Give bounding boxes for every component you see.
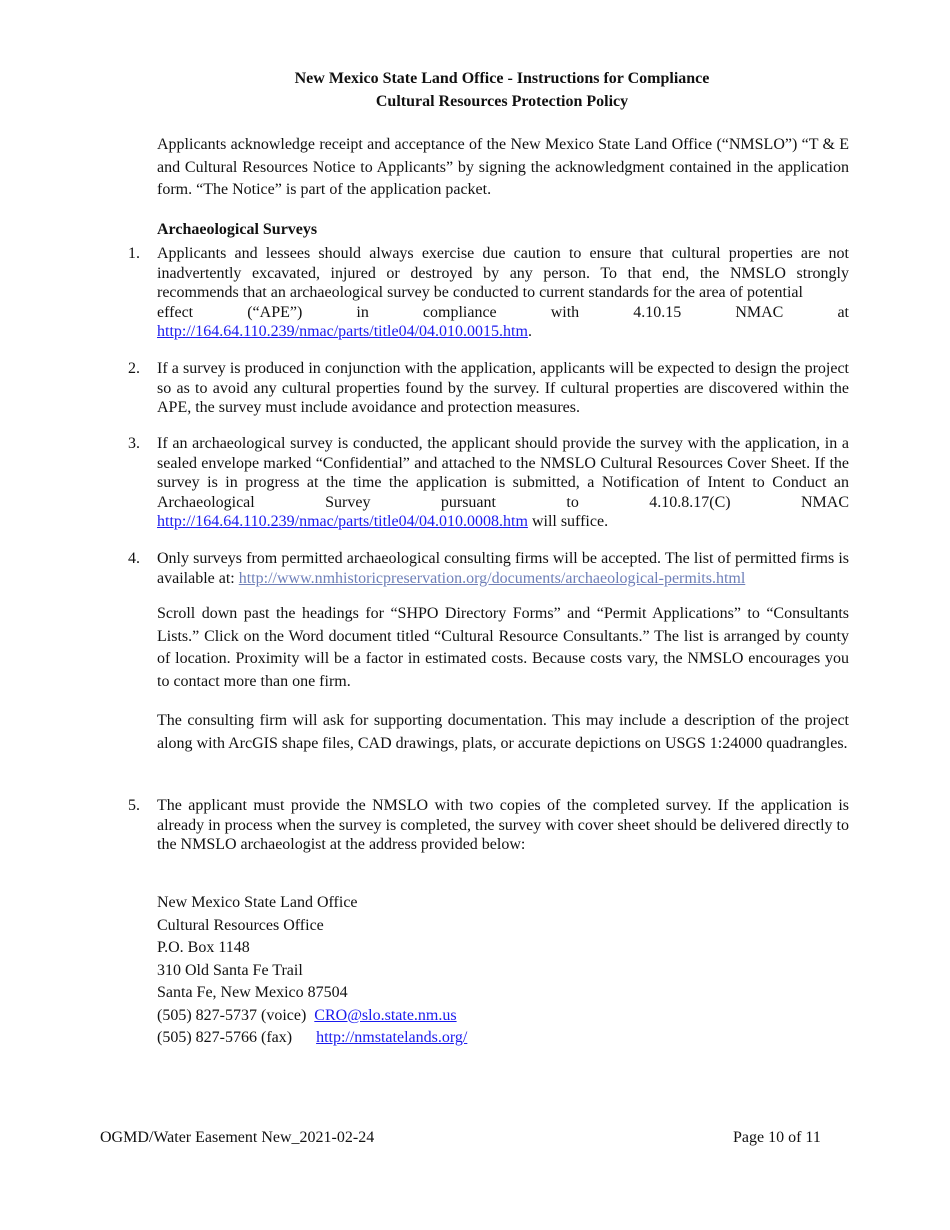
- footer-document-id: OGMD/Water Easement New_2021-02-24: [100, 1129, 375, 1146]
- documentation-paragraph: The consulting firm will ask for supporting documentation. This may include a description of the project along with ArcGIS shape files, CAD drawings, plats, or accurate depictions on USGS 1:24000 quadrangles.: [157, 712, 849, 752]
- mailing-address: [157, 892, 467, 1050]
- list-item-3: [128, 434, 849, 532]
- word: 4.10.15: [633, 303, 682, 321]
- list-item-1: [128, 244, 849, 342]
- item-text: [157, 434, 849, 532]
- address-line: P.O. Box 1148: [157, 939, 250, 956]
- list-item-4: [128, 549, 849, 588]
- address-line: Santa Fe, New Mexico 87504: [157, 984, 348, 1001]
- item-number: 5.: [128, 797, 140, 814]
- fax-phone: (505) 827-5766 (fax): [157, 1029, 293, 1046]
- word: effect: [157, 303, 194, 321]
- word: NMAC: [735, 303, 784, 321]
- list-item-5: [128, 796, 849, 855]
- item-trailing-text: will suffice.: [527, 513, 609, 531]
- nmac-0015-link[interactable]: http://164.64.110.239/nmac/parts/title04/04.010.0015.htm: [157, 323, 528, 341]
- word: in: [356, 303, 369, 321]
- document-title: New Mexico State Land Office - Instructions for Compliance: [294, 70, 710, 87]
- item-justified-line: [157, 303, 849, 323]
- item-body: If an archaeological survey is conducted, the applicant should provide the survey with the application, in a sealed envelope marked “Confidential” and attached to the NMSLO Cultural Resources Cover Sheet. If the survey is in progress at the time the application is submitted, a Notification of Intent to Conduct an Archaeological Survey pursuant to 4.10.8.17(C) NMAC: [157, 435, 849, 511]
- word: at: [837, 303, 849, 321]
- item-body: Only surveys from permitted archaeological consulting firms will be accepted. The list of permitted firms is available at:: [157, 550, 849, 587]
- intro-paragraph: Applicants acknowledge receipt and acceptance of the New Mexico State Land Office (“NMSLO”) “T & E and Cultural Resources Notice to Applicants” by signing the acknowledgment contained in the application form. “The Notice” is part of the application packet.: [157, 136, 849, 198]
- word: compliance: [422, 303, 497, 321]
- list-item-2: [128, 359, 849, 418]
- item-number: 3.: [128, 435, 140, 452]
- address-line: Cultural Resources Office: [157, 916, 324, 934]
- contact-fax-line: [157, 1027, 467, 1050]
- contact-voice-line: [157, 1005, 467, 1028]
- document-header: [0, 67, 950, 113]
- item-trailing-text: .: [527, 323, 532, 341]
- section-title: Archaeological Surveys: [157, 221, 318, 238]
- archaeological-permits-link[interactable]: http://www.nmhistoricpreservation.org/documents/archaeological-permits.html: [238, 569, 746, 587]
- nmac-0008-link[interactable]: http://164.64.110.239/nmac/parts/title04/04.010.0008.htm: [157, 513, 528, 531]
- address-line: 310 Old Santa Fe Trail: [157, 961, 303, 979]
- document-subtitle: Cultural Resources Protection Policy: [375, 93, 629, 110]
- footer-page-number: Page 10 of 11: [733, 1129, 821, 1146]
- item-number: 2.: [128, 360, 140, 377]
- email-link[interactable]: CRO@slo.state.nm.us: [314, 1006, 457, 1024]
- item-text: [157, 244, 849, 342]
- voice-phone: (505) 827-5737 (voice): [157, 1006, 307, 1024]
- item-link-line: [157, 322, 849, 342]
- item-number: 4.: [128, 550, 140, 567]
- item-number: 1.: [128, 245, 140, 262]
- item-text: [157, 549, 849, 588]
- address-line: New Mexico State Land Office: [157, 894, 358, 911]
- consultants-paragraph: Scroll down past the headings for “SHPO Directory Forms” and “Permit Applications” to “Consultants Lists.” Click on the Word document titled “Cultural Resource Consultants.” The list is arranged by county of location. Proximity will be a factor in estimated costs. Because costs vary, the NMSLO encourages you to contact more than one firm.: [157, 605, 849, 691]
- website-link[interactable]: http://nmstatelands.org/: [316, 1029, 468, 1046]
- word: with: [550, 303, 580, 321]
- item-body: Applicants and lessees should always exercise due caution to ensure that cultural properties are not inadvertently excavated, injured or destroyed by any person. To that end, the NMSLO strongly recommends that an archaeological survey be conducted to current standards for the area of potential: [157, 245, 849, 302]
- word: (“APE”): [247, 303, 303, 321]
- item-text: If a survey is produced in conjunction with the application, applicants will be expected to design the project so as to avoid any cultural properties found by the survey. If cultural properties are discovered within the APE, the survey must include avoidance and protection measures.: [157, 360, 849, 417]
- item-text: The applicant must provide the NMSLO with two copies of the completed survey. If the application is already in process when the survey is completed, the survey with cover sheet should be delivered directly to the NMSLO archaeologist at the address provided below:: [157, 797, 849, 854]
